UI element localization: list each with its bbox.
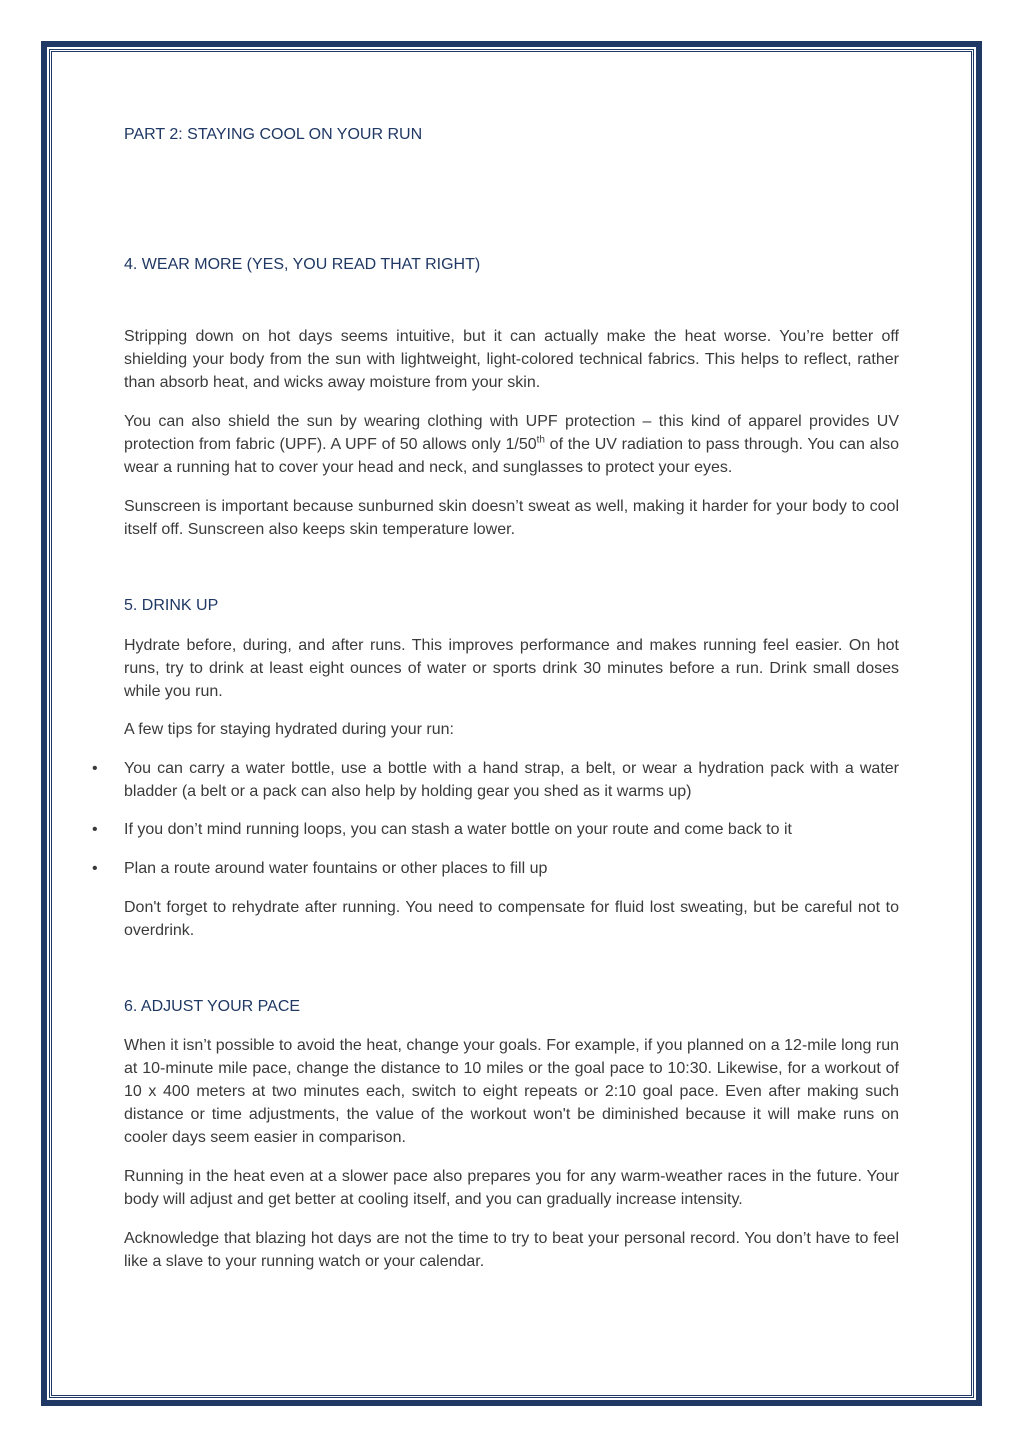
section-4-heading: 4. WEAR MORE (YES, YOU READ THAT RIGHT) (124, 256, 481, 273)
bullet-item-2: If you don’t mind running loops, you can stash a water bottle on your route and come back to it (124, 821, 792, 838)
section-4-paragraph-2-text-a: You can also shield the sun by wearing clothing with UPF protection – this kind of apparel provides UV protection from fabric (UPF). A UPF of 50 allows only 1/50 (124, 413, 899, 453)
section-5-paragraph-3: Don't forget to rehydrate after running. You need to compensate for fluid lost sweating, but be careful not to overdrink. (124, 899, 899, 939)
bullet-marker: • (92, 760, 98, 777)
section-4-paragraph-3: Sunscreen is important because sunburned skin doesn’t sweat as well, making it harder for your body to cool itself off. Sunscreen also keeps skin temperature lower. (124, 498, 899, 538)
bullet-marker: • (92, 860, 98, 877)
bullet-marker: • (92, 821, 98, 838)
part-title: PART 2: STAYING COOL ON YOUR RUN (124, 126, 423, 143)
section-6-paragraph-3: Acknowledge that blazing hot days are not the time to try to beat your personal record. You don’t have to feel like a slave to your running watch or your calendar. (124, 1230, 899, 1270)
section-4-paragraph-2 (124, 410, 899, 479)
bullet-item-3: Plan a route around water fountains or other places to fill up (124, 860, 548, 877)
section-5-heading: 5. DRINK UP (124, 597, 219, 614)
section-6-paragraph-1: When it isn’t possible to avoid the heat, change your goals. For example, if you planned on a 12-mile long run at 10-minute mile pace, change the distance to 10 miles or the goal pace to 10:30. Likewise, for a workout of 10 x 400 meters at two minutes each, switch to eight repeats or 2:10 goal pace. Even after making such distance or time adjustments, the value of the workout won't be diminished because it will make runs on cooler days seem easier in comparison. (124, 1037, 899, 1146)
section-6-paragraph-2: Running in the heat even at a slower pace also prepares you for any warm-weather races in the future. Your body will adjust and get better at cooling itself, and you can gradually increase intensity. (124, 1168, 899, 1208)
bullet-item-1: You can carry a water bottle, use a bottle with a hand strap, a belt, or wear a hydration pack with a water bladder (a belt or a pack can also help by holding gear you shed as it warms up) (124, 760, 899, 800)
superscript-th: th (536, 434, 545, 446)
section-5-paragraph-1: Hydrate before, during, and after runs. This improves performance and makes running feel easier. On hot runs, try to drink at least eight ounces of water or sports drink 30 minutes before a run. Drink small doses while you run. (124, 637, 899, 700)
section-5-paragraph-2: A few tips for staying hydrated during your run: (124, 721, 454, 738)
section-4-paragraph-2-text-b: of the UV radiation to pass through. You can also wear a running hat to cover your head and neck, and sunglasses to protect your eyes. (124, 436, 899, 476)
section-6-heading: 6. ADJUST YOUR PACE (124, 998, 301, 1015)
section-4-paragraph-1: Stripping down on hot days seems intuitive, but it can actually make the heat worse. You’re better off shielding your body from the sun with lightweight, light-colored technical fabrics. This helps to reflect, rather than absorb heat, and wicks away moisture from your skin. (124, 328, 899, 391)
